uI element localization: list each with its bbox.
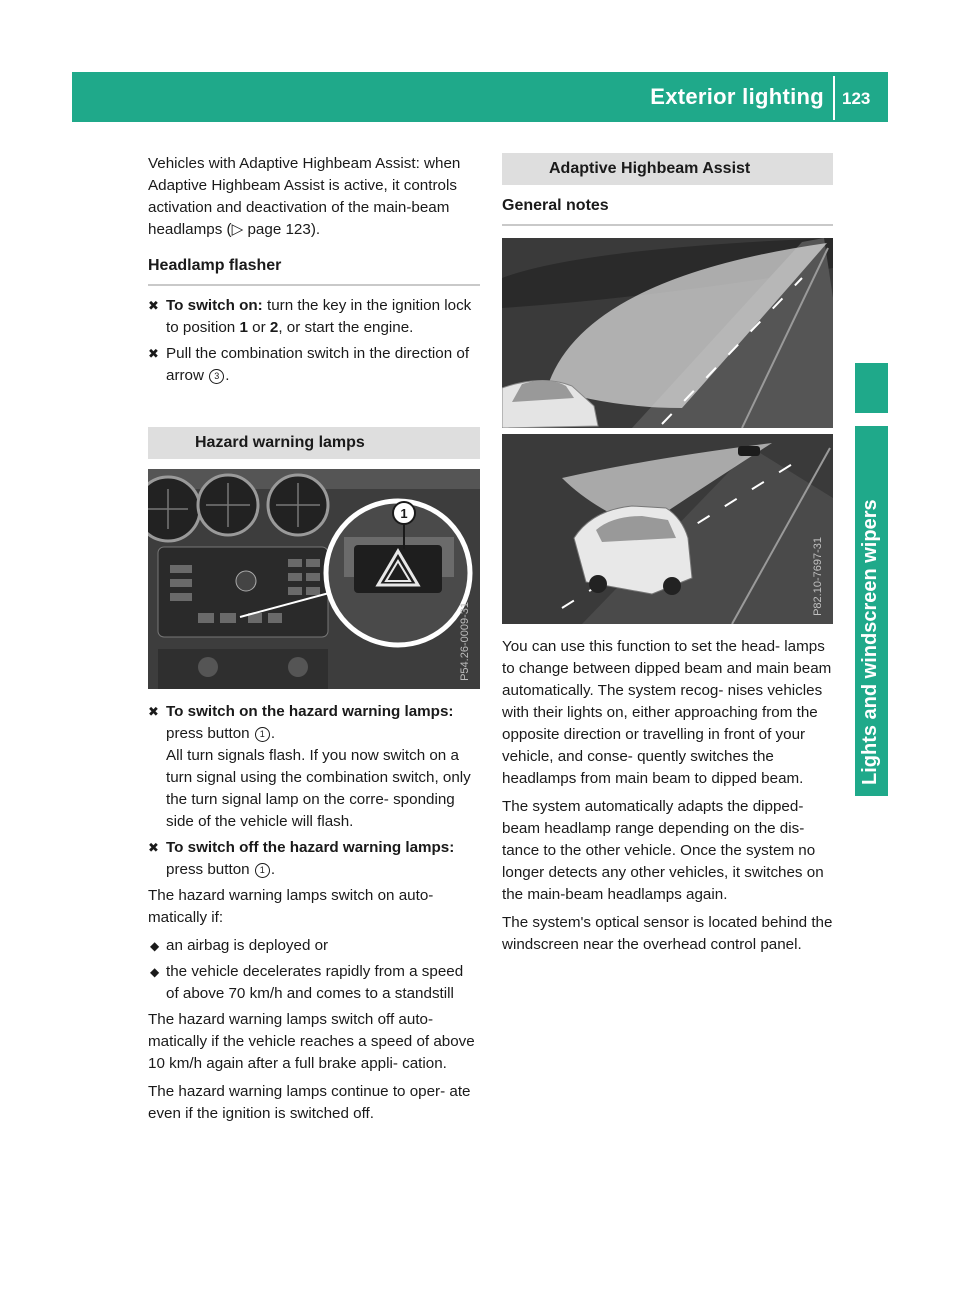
ahba-paragraph-2: The system automatically adapts the dipped- beam headlamp range depending on the dis- tance to the other vehicle. Once the system no longer detects any other vehicles, it switches on the main-beam headlamps again. (502, 798, 824, 903)
step-arrow-icon: ✖ (148, 346, 159, 361)
general-notes-heading: General notes (502, 195, 833, 226)
header-divider (833, 76, 835, 120)
page-title: Exterior lighting (650, 84, 824, 109)
callout-ref-icon: 1 (255, 863, 270, 878)
step-hazard-off: ✖ To switch off the hazard warning lamps: press button 1 . (148, 839, 455, 878)
car-icon (574, 506, 692, 595)
step-arrow-icon: ✖ (148, 298, 159, 313)
callout-ref-icon: 3 (209, 369, 224, 384)
highbeam-illustration (502, 238, 833, 624)
page-number: 123 (842, 89, 871, 108)
list-item: ◆ an airbag is deployed or (148, 935, 480, 957)
bullet-icon: ◆ (150, 939, 160, 953)
ahba-paragraph-3: The system's optical sensor is located behind the windscreen near the overhead control panel. (502, 914, 833, 953)
side-marker (855, 363, 888, 413)
hazard-section-title: Hazard warning lamps (148, 427, 480, 459)
step-hazard-on: ✖ To switch on the hazard warning lamps: press button 1 . All turn signals flash. If you now switch on a turn signal using the combination switch, only the turn signal lamp on the corre- sponding side of the vehicle will flash. (148, 703, 471, 830)
callout-ref-icon: 1 (255, 727, 270, 742)
continue-paragraph: The hazard warning lamps continue to oper- ate even if the ignition is switched off. (148, 1083, 471, 1122)
car-icon (738, 446, 760, 456)
auto-off-paragraph: The hazard warning lamps switch off auto- matically if the vehicle reaches a speed of above 10 km/h again after a full brake appli- cation. (148, 1011, 475, 1072)
step-arrow-icon: ✖ (148, 704, 159, 719)
ahba-paragraph-1: You can use this function to set the head- lamps to change between dipped beam and main beam automatically. The system recog- nises vehicles with their lights on, either approaching from the opposite direction or travelling in front of your vehicle, and conse- quently switches the headlamps from main beam to dipped beam. (502, 638, 832, 787)
ahba-figure (502, 238, 833, 624)
figure-code: P54.26-0009-31 (459, 602, 471, 681)
step-arrow-icon: ✖ (148, 840, 159, 855)
intro-paragraph: Vehicles with Adaptive Highbeam Assist: when Adaptive Highbeam Assist is active, it controls activation and deactivation of the main-beam headlamps (▷ page 123). (148, 155, 461, 238)
dashboard-illustration (148, 469, 480, 689)
right-column (502, 153, 833, 962)
list-item: ◆ the vehicle decelerates rapidly from a speed of above 70 km/h and comes to a standstill (150, 963, 464, 1002)
headlamp-flasher-heading: Headlamp flasher (148, 255, 480, 286)
ahba-section-title: Adaptive Highbeam Assist (502, 153, 833, 185)
bullet-icon: ◆ (150, 965, 160, 979)
left-column (148, 153, 480, 1131)
figure-code: P82.10-7697-31 (812, 537, 824, 616)
air-vent-icon (148, 475, 328, 541)
auto-on-intro: The hazard warning lamps switch on auto- matically if: (148, 887, 434, 926)
step-pull-switch: ✖ Pull the combination switch in the direction of arrow 3 . (148, 345, 470, 384)
side-chapter-label: Lights and windscreen wipers (859, 499, 881, 785)
svg-text:1: 1 (400, 506, 408, 521)
step-switch-on: ✖ To switch on: turn the key in the ignition lock to position 1 or 2, or start the engine. (148, 297, 472, 336)
hazard-figure (148, 469, 480, 689)
